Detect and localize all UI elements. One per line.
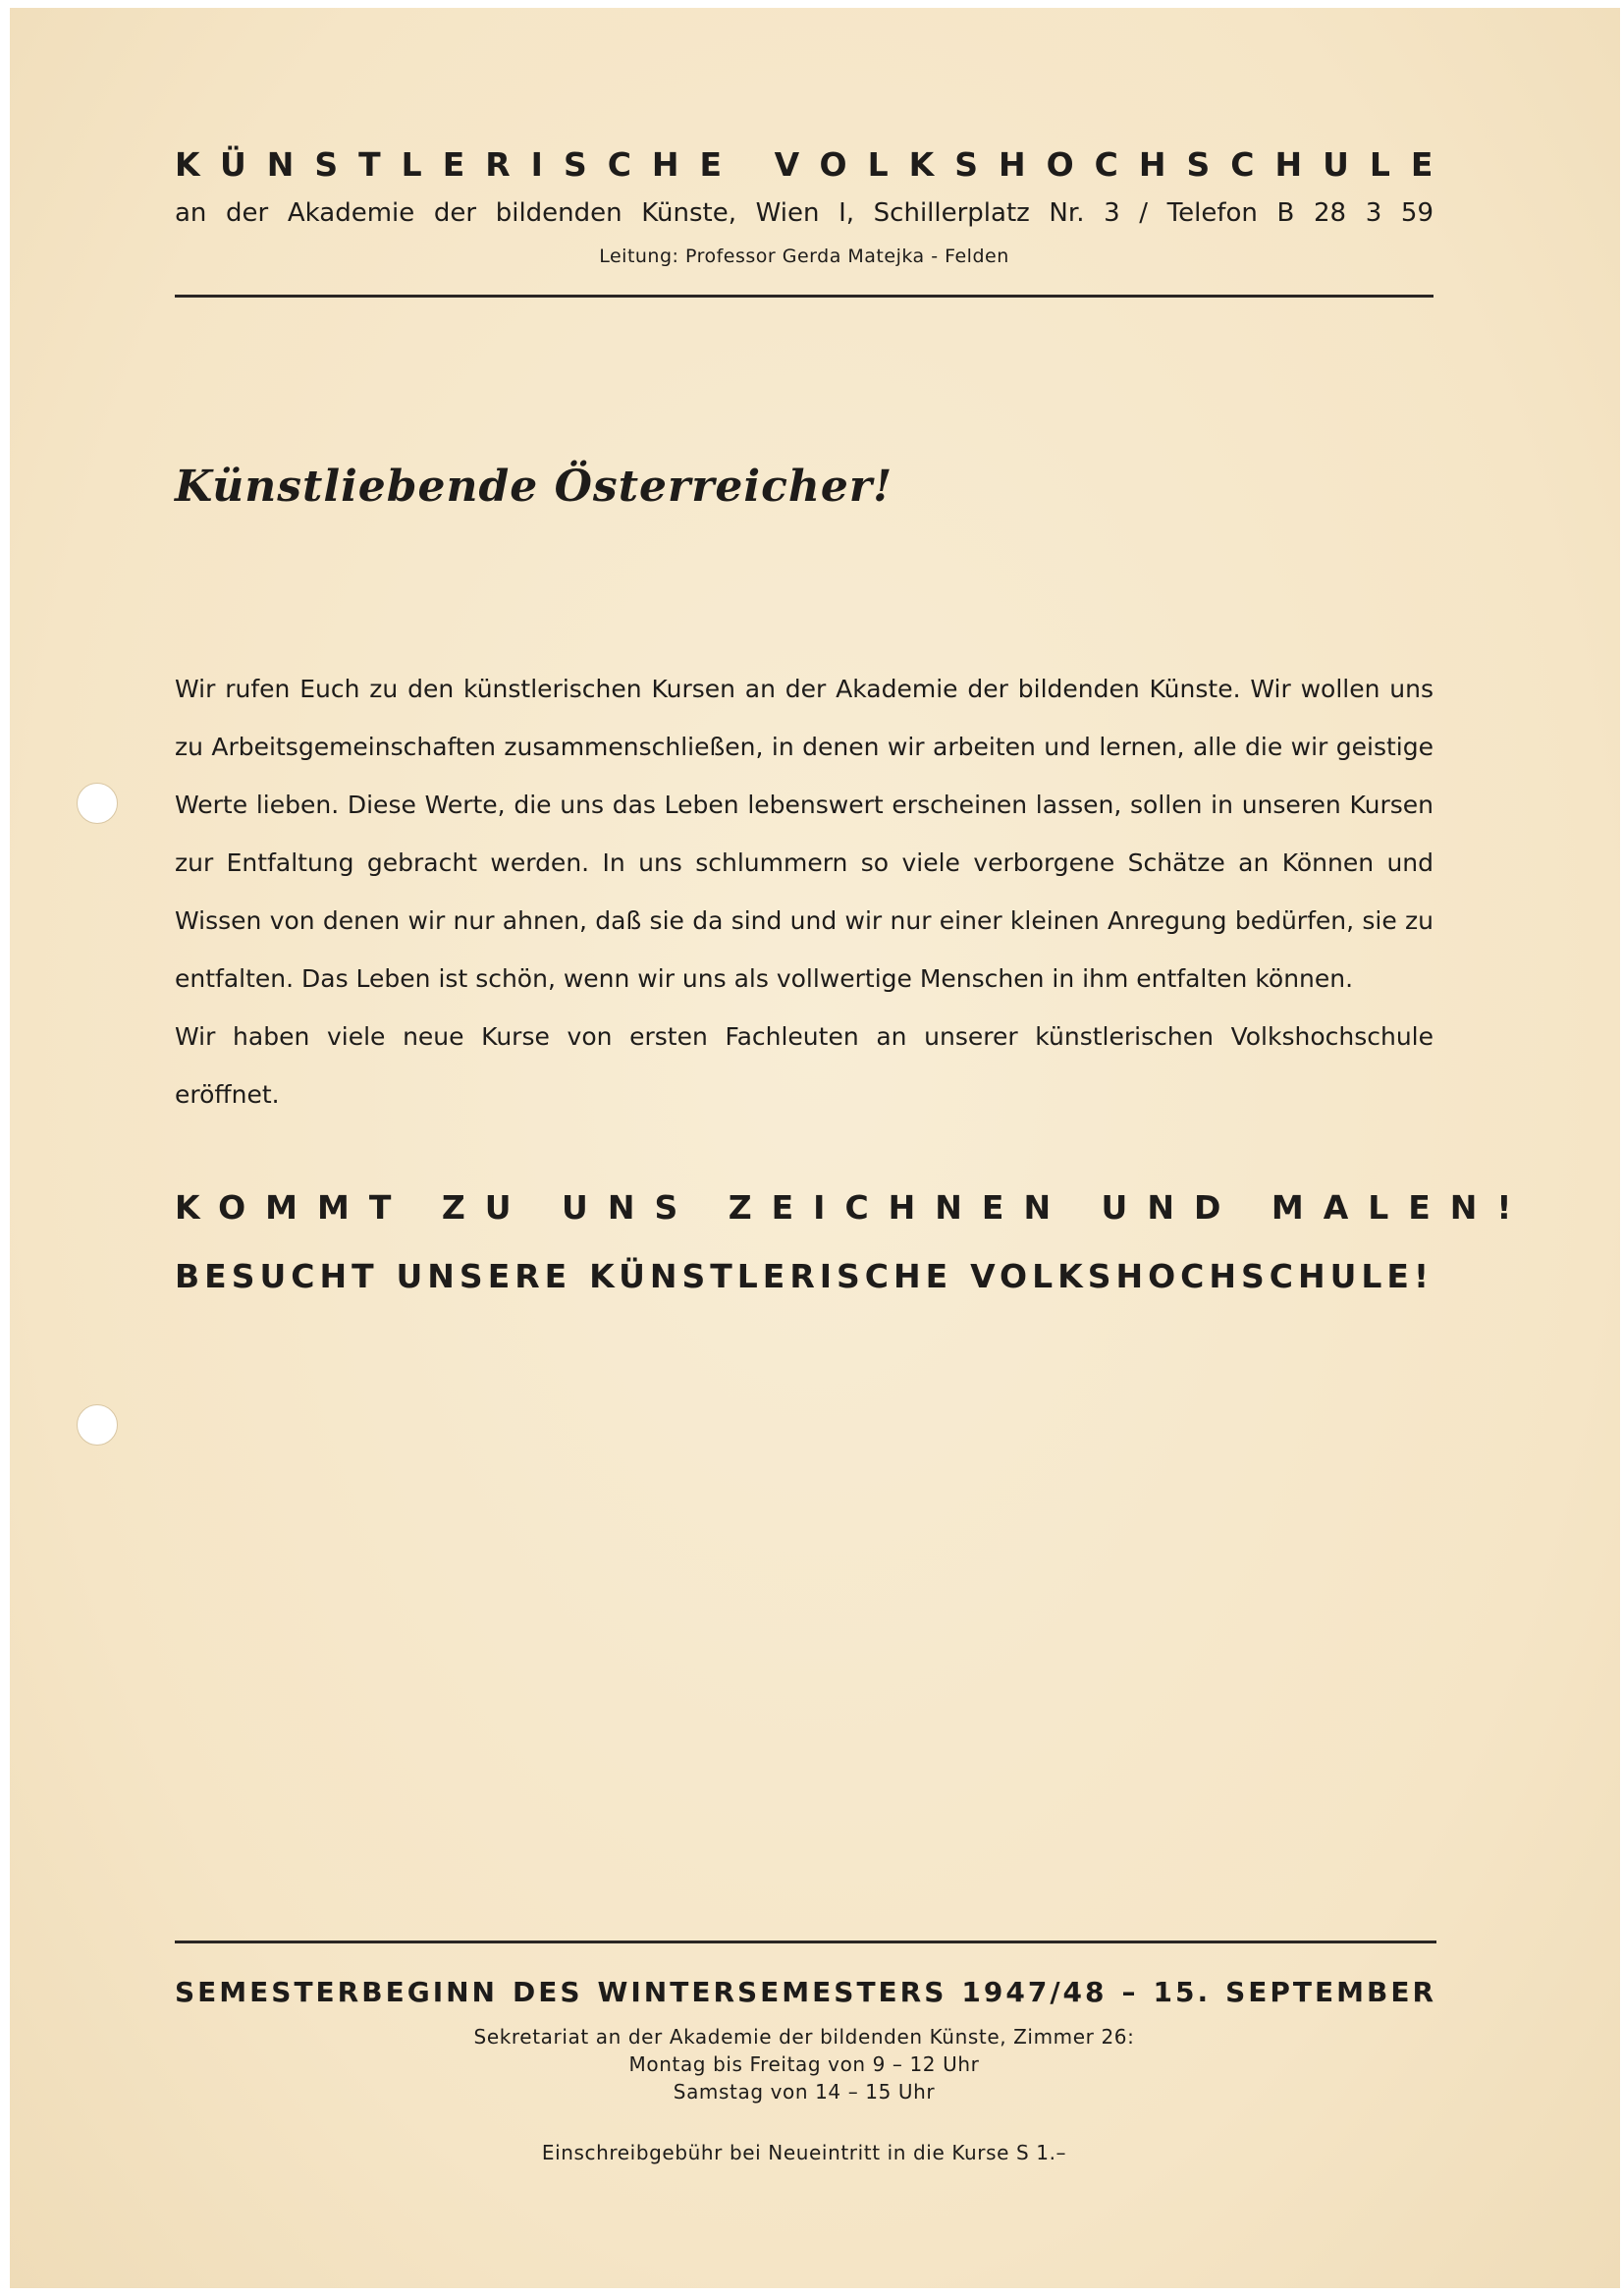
paper-sheet <box>10 8 1620 2288</box>
body-text <box>175 660 1434 1123</box>
call-to-action-2: BESUCHT UNSERE KÜNSTLERISCHE VOLKSHOCHSCHULE! <box>175 1257 1434 1295</box>
secretariat-line: Sekretariat an der Akademie der bildenden Künste, Zimmer 26: <box>473 2025 1135 2049</box>
school-name: KÜNSTLERISCHE VOLKSHOCHSCHULE <box>175 145 1454 184</box>
saturday-hours: Samstag von 14 – 15 Uhr <box>673 2080 936 2104</box>
footer-divider <box>175 1941 1436 1943</box>
punch-hole-top <box>77 783 118 824</box>
semester-start: SEMESTERBEGINN DES WINTERSEMESTERS 1947/48 – 15. SEPTEMBER <box>175 1976 1436 2008</box>
header-divider <box>175 295 1434 298</box>
enrollment-fee: Einschreibgebühr bei Neueintritt in die Kurse S 1.– <box>541 2141 1067 2164</box>
leadership-line: Leitung: Professor Gerda Matejka - Felden <box>599 246 1009 267</box>
punch-hole-bottom <box>77 1404 118 1446</box>
address-line: an der Akademie der bildenden Künste, Wien I, Schillerplatz Nr. 3 / Telefon B 28 3 59 <box>175 198 1434 228</box>
call-to-action-1: KOMMT ZU UNS ZEICHNEN UND MALEN! <box>175 1188 1532 1227</box>
body-paragraph-1: Wir rufen Euch zu den künstlerischen Kursen an der Akademie der bildenden Künste. Wir wollen uns zu Arbeitsgemeinschaften zusammenschließen, in denen wir arbeiten und lernen, alle die wir geistige Werte lieben. Diese Werte, die uns das Leben lebenswert erscheinen lassen, sollen in unseren Kursen zur Entfaltung gebracht werden. In uns schlummern so viele verborgene Schätze an Können und Wissen von denen wir nur ahnen, daß sie da sind und wir nur einer kleinen Anregung bedürfen, sie zu entfalten. Das Leben ist schön, wenn wir uns als vollwertige Menschen in ihm entfalten können. <box>175 675 1434 993</box>
greeting-heading: Künstliebende Österreicher! <box>175 462 893 512</box>
weekday-hours: Montag bis Freitag von 9 – 12 Uhr <box>628 2052 980 2076</box>
body-paragraph-2: Wir haben viele neue Kurse von ersten Fachleuten an unserer künstlerischen Volkshochschule eröffnet. <box>175 1022 1434 1109</box>
